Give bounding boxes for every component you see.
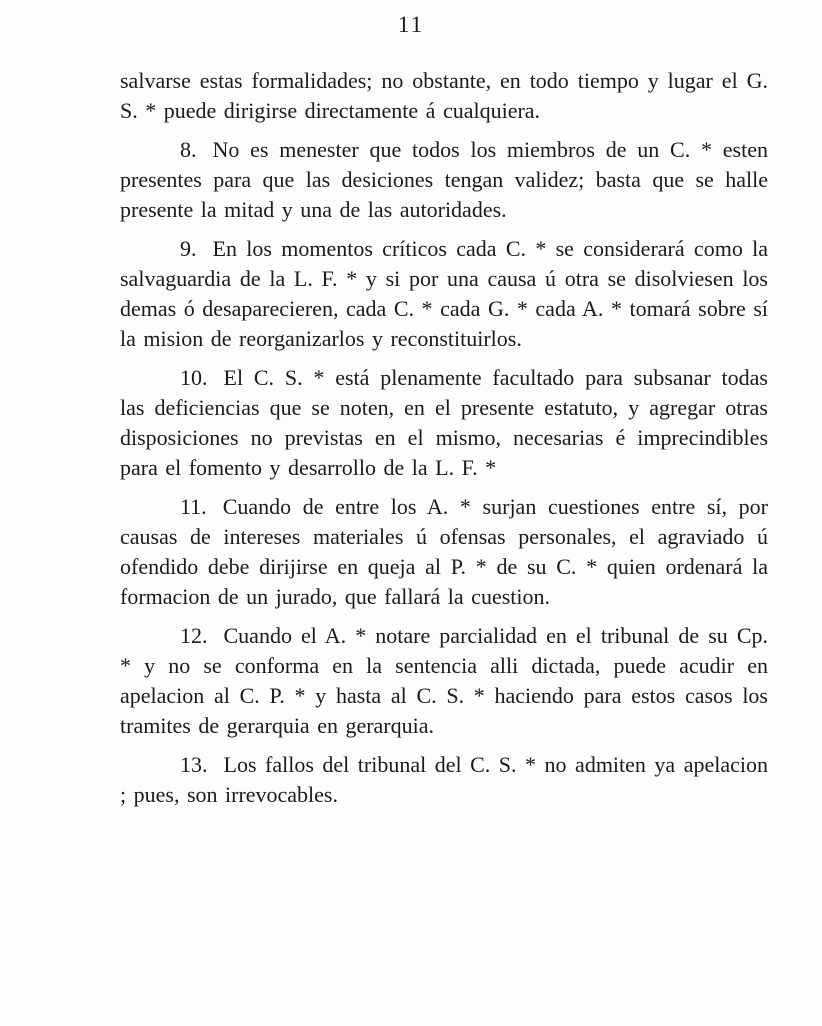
paragraph-13 bbox=[120, 750, 768, 810]
paragraph-text: Los fallos del tribunal del C. S. * no admiten ya apelacion ; pues, son irrevocables. bbox=[120, 752, 768, 807]
paragraph-number: 9. bbox=[180, 236, 197, 261]
paragraph-text: Cuando de entre los A. * surjan cuestiones entre sí, por causas de intereses materiales ú ofensas personales, el agraviado ú ofendido debe dirijirse en queja al P. * de su C. * quien ordenará la formacion de un jurado, que fallará la cuestion. bbox=[120, 494, 768, 609]
text-block bbox=[120, 66, 768, 819]
page-number: 11 bbox=[397, 12, 425, 37]
paragraph-text: En los momentos críticos cada C. * se considerará como la salvaguardia de la L. F. * y si por una causa ú otra se disolviesen los demas ó desaparecieren, cada C. * cada G. * cada A. * tomará sobre sí la mision de reorganizarlos y reconstituirlos. bbox=[120, 236, 768, 351]
paragraph-number: 10. bbox=[180, 365, 208, 390]
paragraph-text: salvarse estas formalidades; no obstante, en todo tiempo y lugar el G. S. * puede dirigirse directamente á cualquiera. bbox=[120, 68, 768, 123]
paragraph-text: Cuando el A. * notare parcialidad en el tribunal de su Cp. * y no se conforma en la sentencia alli dictada, puede acudir en apelacion al C. P. * y hasta al C. S. * haciendo para estos casos los tramites de gerarquia en gerarquia. bbox=[120, 623, 768, 738]
paragraph-12 bbox=[120, 621, 768, 741]
paragraph-text: No es menester que todos los miembros de un C. * esten presentes para que las desiciones tengan validez; basta que se halle presente la mitad y una de las autoridades. bbox=[120, 137, 768, 222]
paragraph-number: 12. bbox=[180, 623, 208, 648]
paragraph-number: 11. bbox=[180, 494, 207, 519]
paragraph-8 bbox=[120, 135, 768, 225]
paragraph-number: 8. bbox=[180, 137, 197, 162]
paragraph-11 bbox=[120, 492, 768, 612]
paragraph-10 bbox=[120, 363, 768, 483]
paragraph-9 bbox=[120, 234, 768, 354]
paragraph-text: El C. S. * está plenamente facultado para subsanar todas las deficiencias que se noten, en el presente estatuto, y agregar otras disposiciones no previstas en el mismo, necesarias é imprecindibles para el fomento y desarrollo de la L. F. * bbox=[120, 365, 768, 480]
paragraph-number: 13. bbox=[180, 752, 208, 777]
paragraph-continuation bbox=[120, 66, 768, 126]
